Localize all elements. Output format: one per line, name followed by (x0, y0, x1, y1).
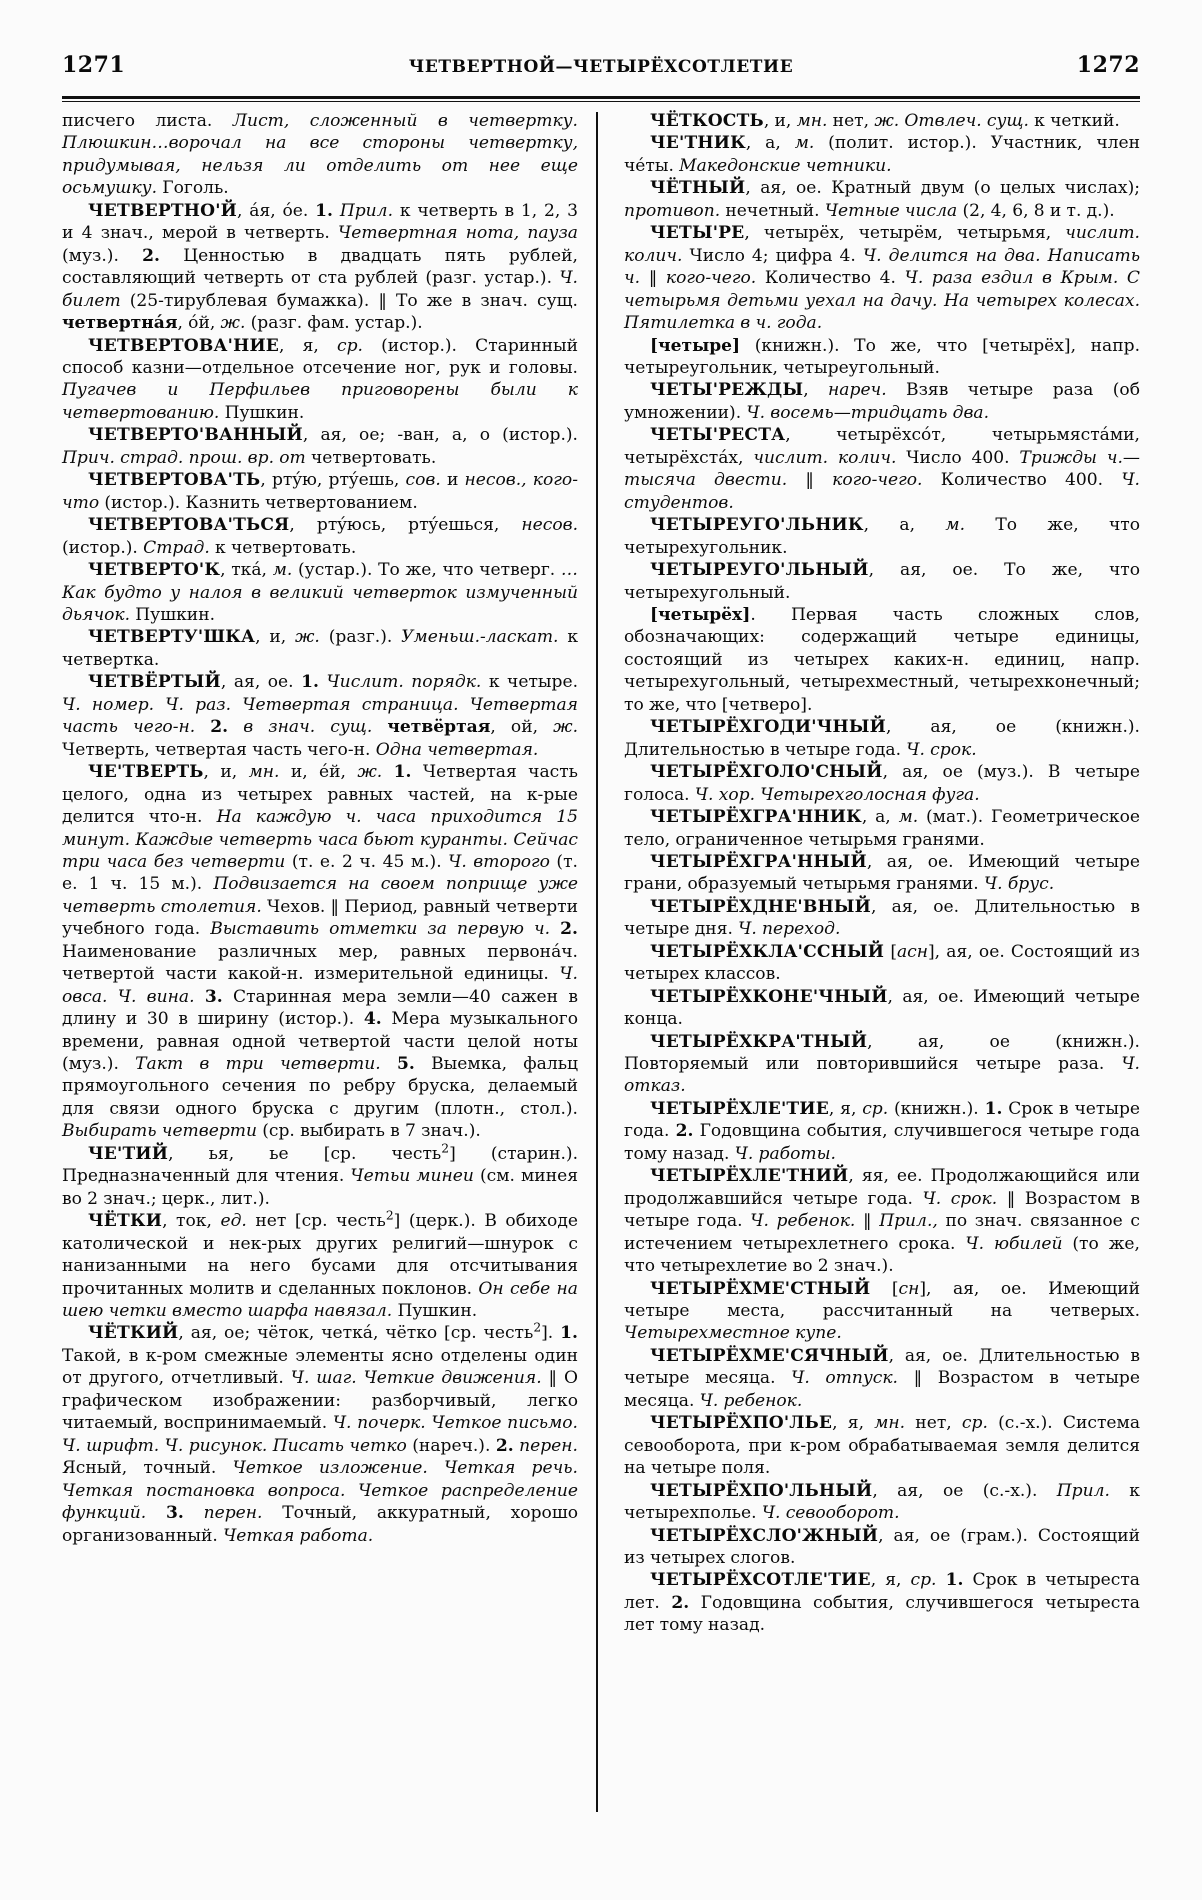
page-number-left: 1271 (62, 52, 126, 78)
dictionary-entry: ЧЁТКИЙ, ая, ое; чёток, четкá, чётко [ср. честь$^2$]. 1. Такой, в к-ром смежные элементы ясно отделены один от другого, отчетливый. Ч. шаг. Четкие движения. ‖ О графическом изображении: разборчивый, легко читаемый, воспринимаемый. Ч. почерк. Четкое письмо. Ч. шрифт. Ч. рисунок. Писать четко (нареч.). 2. перен. Ясный, точный. Четкое изложение. Четкая речь. Четкая постановка вопроса. Четкое распределение функций. 3. перен. Точный, аккуратный, хорошо организованный. Четкая работа. (62, 1320, 578, 1546)
dictionary-entry: ЧЕ'ТИЙ, ья, ье [ср. честь$^2$] (старин.). Предназначенный для чтения. Четьи минеи (см. минея во 2 знач.; церк., лит.). (62, 1141, 579, 1209)
dictionary-entry: ЧЕТЫРЁХКОНЕ'ЧНЫЙ, ая, ое. Имеющий четыре конца. (624, 986, 1140, 1030)
dictionary-entry: ЧЁТНЫЙ, ая, ое. Кратный двум (о целых числах); противоп. нечетный. Четные числа (2, 4, 6, 8 и т. д.). (624, 178, 1140, 221)
dictionary-entry: ЧЕТЫРЁХМЕ'СЯЧНЫЙ, ая, ое. Длительностью в четыре месяца. Ч. отпуск. ‖ Возрастом в четыре месяца. Ч. ребенок. (624, 1345, 1140, 1411)
dictionary-entry: ЧЕТВЕРТО'ВАННЫЙ, ая, ое; -ван, а, о (истор.). Прич. страд. прош. вр. от четвертовать. (62, 425, 578, 468)
dictionary-entry: ЧЕТЫ'РЕСТА, четырёхсóт, четырьмястáми, четырёхстáх, числит. колич. Число 400. Трижды ч.—тысяча двести. ‖ кого-чего. Количество 400. Ч. студентов. (624, 425, 1140, 513)
dictionary-entry: ЧЕТЫРЁХГОЛО'СНЫЙ, ая, ое (муз.). В четыре голоса. Ч. хор. Четырехголосная фуга. (624, 762, 1140, 805)
dictionary-entry: ЧЕТЫРЁХГОДИ'ЧНЫЙ, ая, ое (книжн.). Длительностью в четыре года. Ч. срок. (624, 717, 1140, 760)
dictionary-entry: ЧЕТВЕРТУ'ШКА, и, ж. (разг.). Уменьш.-ласкат. к четвертка. (62, 627, 579, 670)
dictionary-entry: ЧЕТЫРЁХПО'ЛЬЕ, я, мн. нет, ср. (с.-х.). Система севооборота, при к-ром обрабатываемая земля делится на четыре поля. (624, 1413, 1141, 1479)
dictionary-entry: ЧЕТВЕРТО'К, ткá, м. (устар.). То же, что четверг. …Как будто у налоя в великий четверток измученный дьячок. Пушкин. (62, 560, 578, 625)
header-rule (62, 96, 1140, 102)
entry-continuation: писчего листа. Лист, сложенный в четвертку. Плюшкин…ворочал на все стороны четвертку, придумывая, нельзя ли отделить от нее еще осьмушку. Гоголь. (62, 111, 578, 199)
dictionary-entry: ЧЁТКИ, ток, ед. нет [ср. честь$^2$] (церк.). В обиходе католической и нек-рых других религий—шнурок с нанизанными на него бусами для отсчитывания прочитанных молитв и сделанных поклонов. Он себе на шею четки вместо шарфа навязал. Пушкин. (62, 1208, 578, 1322)
dictionary-entry: ЧЕТЫРЁХСЛО'ЖНЫЙ, ая, ое (грам.). Состоящий из четырех слогов. (624, 1525, 1140, 1568)
dictionary-entry: ЧЕТЫРЁХСОТЛЕ'ТИЕ, я, ср. 1. Срок в четыреста лет. 2. Годовщина события, случившегося четыреста лет тому назад. (624, 1570, 1140, 1636)
dictionary-entry: ЧЕТЫРЁХМЕ'СТНЫЙ [сн], ая, ое. Имеющий четыре места, рассчитанный на четверых. Четырехместное купе. (624, 1278, 1141, 1344)
dictionary-entry: ЧЕТВЕРТОВА'ТЬСЯ, ртýюсь, ртýешься, несов. (истор.). Страд. к четвертовать. (62, 515, 578, 558)
dictionary-entry: ЧЕТЫРЕУГО'ЛЬНИК, а, м. То же, что четырехугольник. (624, 515, 1141, 558)
dictionary-entry: ЧЕТЫРЁХКРА'ТНЫЙ, ая, ое (книжн.). Повторяемый или повторившийся четыре раза. Ч. отказ. (624, 1031, 1140, 1097)
dictionary-entry: [четыре] (книжн.). То же, что [четырёх], напр. четыреугольник, четыреугольный. (624, 335, 1140, 378)
dictionary-entry: ЧЕТЫРЁХПО'ЛЬНЫЙ, ая, ое (с.-х.). Прил. к четырехполье. Ч. севооборот. (624, 1480, 1140, 1524)
dictionary-entry: ЧЕТВЁРТЫЙ, ая, ое. 1. Числит. порядк. к четыре. Ч. номер. Ч. раз. Четвертая страница. Четвертая часть чего-н. 2. в знач. сущ. четвёртая, ой, ж. Четверть, четвертая часть чего-н. Одна четвертая. (62, 672, 579, 760)
dictionary-entry: ЧЕТЫ'РЕ, четырёх, четырём, четырьмя, числит. колич. Число 4; цифра 4. Ч. делится на два. Написать ч. ‖ кого-чего. Количество 4. Ч. раза ездил в Крым. С четырьмя детьми уехал на дачу. На четырех колесах. Пятилетка в ч. года. (624, 223, 1141, 334)
dictionary-entry: ЧЕ'ТВЕРТЬ, и, мн. и, éй, ж. 1. Четвертая часть целого, одна из четырех равных частей, на к-рые делится что-н. На каждую ч. часа приходится 15 минут. Каждые четверть часа бьют куранты. Сейчас три часа без четверти (т. е. 2 ч. 45 м.). Ч. второго (т. е. 1 ч. 15 м.). Подвизается на своем поприще уже четверть столетия. Чехов. ‖ Период, равный четверти учебного года. Выставить отметки за первую ч. 2. Наименование различных мер, равных первонáч. четвертой части какой-н. измерительной единицы. Ч. овса. Ч. вина. 3. Старинная мера земли—40 сажен в длину и 30 в ширину (истор.). 4. Мера музыкального времени, равная одной четвертой части целой ноты (муз.). Такт в три четверти. 5. Выемка, фальц прямоугольного сечения по ребру бруска, делаемый для связи одного бруска с другим (плотн., стол.). Выбирать четверти (ср. выбирать в 7 знач.). (62, 762, 579, 1142)
dictionary-entry: ЧЕ'ТНИК, а, м. (полит. истор.). Участник, член чéты. Македонские четники. (624, 133, 1140, 176)
dictionary-entry: ЧЕТВЕРТОВА'ТЬ, ртýю, ртýешь, сов. и несов., кого-что (истор.). Казнить четвертованием. (62, 470, 578, 513)
dictionary-entry: ЧЕТВЕРТОВА'НИЕ, я, ср. (истор.). Старинный способ казни—отдельное отсечение ног, рук и головы. Пугачев и Перфильев приговорены были к четвертованию. Пушкин. (62, 335, 578, 423)
dictionary-entry: ЧЕТВЕРТНО'Й, áя, óе. 1. Прил. к четверть в 1, 2, 3 и 4 знач., мерой в четверть. Четвертная нота, пауза (муз.). 2. Ценностью в двадцать пять рублей, составляющий четверть от ста рублей (разг. устар.). Ч. билет (25-тирублевая бумажка). ‖ То же в знач. сущ. четвертнáя, óй, ж. (разг. фам. устар.). (62, 200, 578, 334)
dictionary-entry: ЧЕТЫРЕУГО'ЛЬНЫЙ, ая, ое. То же, что четырехугольный. (624, 560, 1140, 603)
dictionary-entry: [четырёх]. Первая часть сложных слов, обозначающих: содержащий четыре единицы, состоящий из четырех каких-н. единиц, напр. четырехугольный, четырехместный, четырехконечный; то же, что [четверо]. (624, 604, 1140, 715)
dictionary-entry: ЧЕТЫРЁХГРА'ННИК, а, м. (мат.). Геометрическое тело, ограниченное четырьмя гранями. (624, 807, 1140, 850)
running-head (62, 52, 1140, 86)
dictionary-entry: ЧЁТКОСТЬ, и, мн. нет, ж. Отвлеч. сущ. к четкий. (650, 111, 1120, 131)
running-title: ЧЕТВЕРТНОЙ—ЧЕТЫРЁХСОТЛЕТИЕ (408, 57, 794, 77)
dictionary-entry: ЧЕТЫРЁХДНЕ'ВНЫЙ, ая, ое. Длительностью в четыре дня. Ч. переход. (624, 896, 1140, 940)
column-left (62, 110, 578, 1637)
column-right (624, 110, 1140, 1637)
page-number-right: 1272 (1076, 52, 1140, 78)
dictionary-entry: ЧЕТЫРЁХЛЕ'ТНИЙ, яя, ее. Продолжающийся или продолжавшийся четыре года. Ч. срок. ‖ Возрастом в четыре года. Ч. ребенок. ‖ Прил., по знач. связанное с истечением четырехлетнего срока. Ч. юбилей (то же, что четырехлетие во 2 знач.). (624, 1166, 1141, 1277)
dictionary-entry: ЧЕТЫРЁХЛЕ'ТИЕ, я, ср. (книжн.). 1. Срок в четыре года. 2. Годовщина события, случившегося четыре года тому назад. Ч. работы. (624, 1098, 1141, 1164)
dictionary-entry: ЧЕТЫ'РЕЖДЫ, нареч. Взяв четыре раза (об умножении). Ч. восемь—тридцать два. (624, 380, 1141, 423)
text-columns (62, 110, 1140, 1637)
dictionary-entry: ЧЕТЫРЁХГРА'ННЫЙ, ая, ое. Имеющий четыре грани, образуемый четырьмя гранями. Ч. брус. (624, 851, 1140, 895)
dictionary-entry: ЧЕТЫРЁХКЛА'ССНЫЙ [асн], ая, ое. Состоящий из четырех классов. (624, 941, 1140, 985)
